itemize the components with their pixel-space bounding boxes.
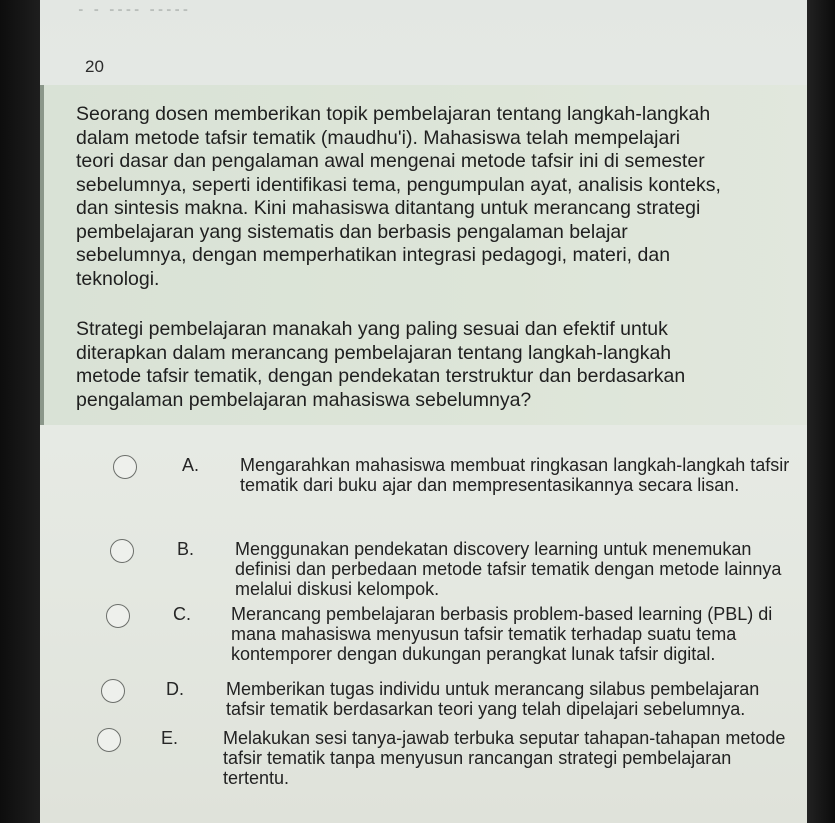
stem-paragraph-context [76, 103, 807, 291]
option-line: kontemporer dengan dukungan perangkat lunak tafsir digital. [231, 644, 716, 664]
question-stem [40, 85, 807, 425]
option-line: mana mahasiswa menyusun tafsir tematik terhadap suatu tema [231, 624, 737, 644]
stem-line: pembelajaran yang sistematis dan berbasis pengalaman belajar [76, 220, 628, 243]
option-text [240, 455, 789, 495]
option-text [223, 728, 785, 788]
option-line: tafsir tematik tanpa menyusun rancangan strategi pembelajaran [223, 748, 732, 768]
stem-line: teknologi. [76, 267, 160, 290]
stem-line: teori dasar dan pengalaman awal mengenai metode tafsir ini di semester [76, 150, 705, 172]
option-line: Menggunakan pendekatan discovery learning untuk menemukan [235, 539, 752, 559]
option-text [231, 604, 772, 664]
option-letter: B. [177, 539, 195, 559]
option-line: Merancang pembelajaran berbasis problem-based learning (PBL) di [231, 604, 773, 624]
option-line: Mengarahkan mahasiswa membuat ringkasan langkah-langkah tafsir [240, 455, 790, 475]
option-letter: E. [161, 728, 179, 748]
option-line: Melakukan sesi tanya-jawab terbuka seputar tahapan-tahapan metode [223, 728, 786, 748]
stem-line: diterapkan dalam merancang pembelajaran tentang langkah-langkah [76, 341, 672, 364]
stem-paragraph-question [76, 318, 807, 412]
option-line: tafsir tematik berdasarkan teori yang telah dipelajari sebelumnya. [226, 699, 746, 719]
option-line: Memberikan tugas individu untuk merancang silabus pembelajaran [226, 679, 760, 699]
screen-bezel-right [807, 0, 835, 823]
option-line: tertentu. [223, 768, 290, 788]
screen-bezel-left [0, 0, 40, 823]
radio-button-d[interactable] [101, 679, 125, 703]
option-letter: C. [173, 604, 191, 624]
option-line: tematik dari buku ajar dan mempresentasikannya secara lisan. [240, 475, 740, 495]
radio-button-b[interactable] [110, 539, 134, 563]
option-text [235, 539, 781, 599]
stem-line: sebelumnya, seperti identifikasi tema, pengumpulan ayat, analisis konteks, [76, 173, 721, 196]
option-letter: A. [182, 455, 200, 475]
stem-line: dan sintesis makna. Kini mahasiswa ditantang untuk merancang strategi [76, 197, 701, 219]
stem-line: pengalaman pembelajaran mahasiswa sebelumnya? [76, 388, 532, 411]
option-line: melalui diskusi kelompok. [235, 579, 440, 599]
option-letter: D. [166, 679, 184, 699]
radio-button-e[interactable] [97, 728, 121, 752]
radio-button-c[interactable] [106, 604, 130, 628]
option-line: definisi dan perbedaan metode tafsir tematik dengan metode lainnya [235, 559, 782, 579]
radio-button-a[interactable] [113, 455, 137, 479]
option-text [226, 679, 759, 719]
stem-line: dalam metode tafsir tematik (maudhu'i). Mahasiswa telah mempelajari [76, 126, 681, 149]
stem-line: Seorang dosen memberikan topik pembelajaran tentang langkah-langkah [76, 103, 711, 125]
exam-page [40, 0, 807, 823]
cut-off-header-text: ▪ ▪ ▪▪▪▪ ▪▪▪▪▪ [78, 6, 191, 15]
stem-line: Strategi pembelajaran manakah yang paling sesuai dan efektif untuk [76, 318, 668, 340]
stem-line: sebelumnya, dengan memperhatikan integrasi pedagogi, materi, dan [76, 244, 671, 266]
stem-line: metode tafsir tematik, dengan pendekatan terstruktur dan berdasarkan [76, 365, 686, 387]
question-number: 20 [85, 57, 104, 76]
